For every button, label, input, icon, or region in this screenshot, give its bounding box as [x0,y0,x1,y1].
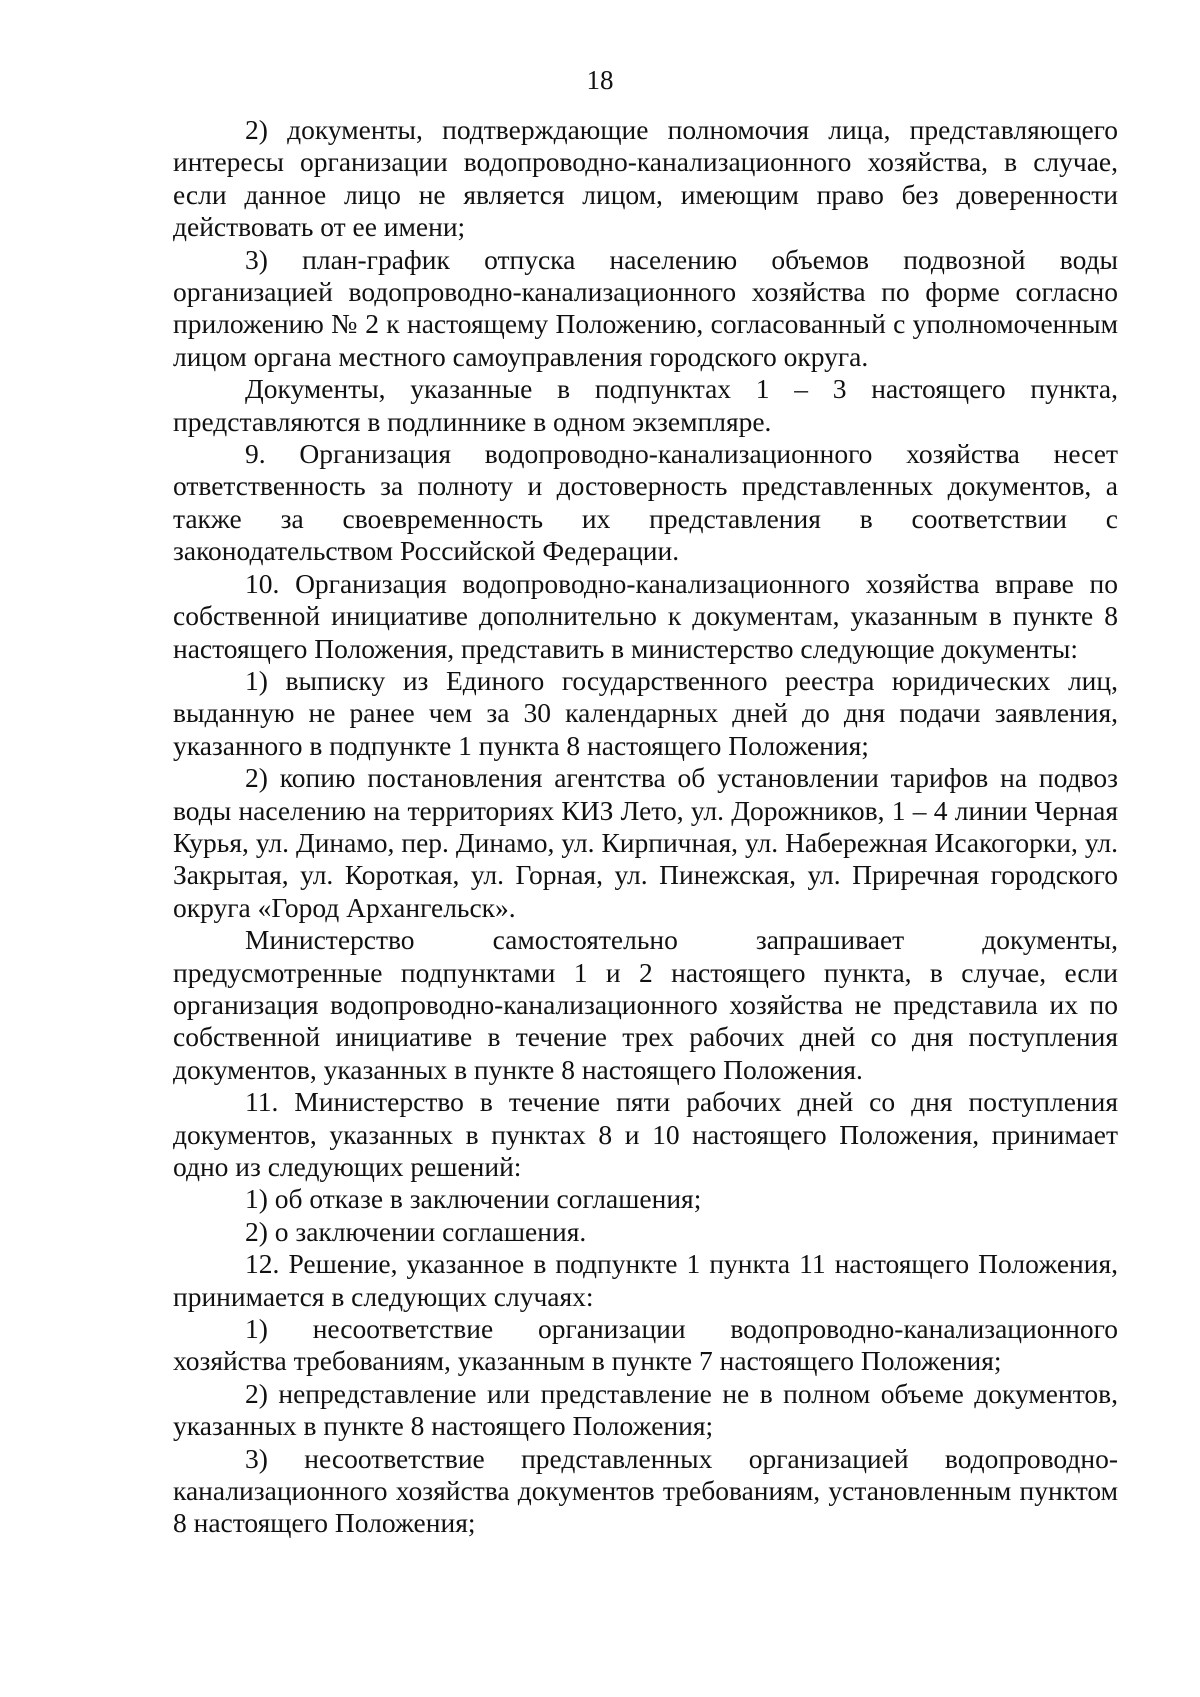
paragraph-item-11-subitem-2: 2) о заключении соглашения. [245,1215,587,1247]
paragraph-item-12-subitem-2: 2) непредставление или представление не в полном объеме документов, указанных в пункте 8 настоящего Положения; [173,1377,1118,1442]
paragraph-documents-original: Документы, указанные в подпунктах 1 – 3 настоящего пункта, представляются в подлиннике в одном экземпляре. [173,373,1118,437]
paragraph-item-10-subitem-2: 2) копию постановления агентства об установлении тарифов на подвоз воды населению на территориях КИЗ Лето, ул. Дорожников, 1 – 4 линии Черная Курья, ул. Динамо, пер. Динамо, ул. Кирпичная, ул. Набережная Исакогорки, ул. Закрытая, ул. Короткая, ул. Горная, ул. Пинежская, ул. Приречная городского округа «Город Архангельск». [173,762,1118,923]
paragraph-item-10-subitem-1: 1) выписку из Единого государственного реестра юридических лиц, выданную не ранее чем за 30 календарных дней до дня подачи заявления, указанного в подпункте 1 пункта 8 настоящего Положения; [173,664,1118,761]
paragraph-item-11: 11. Министерство в течение пяти рабочих дней со дня поступления документов, указанных в пунктах 8 и 10 настоящего Положения, принимает одно из следующих решений: [173,1086,1118,1182]
paragraph-item-11-subitem-1: 1) об отказе в заключении соглашения; [245,1183,702,1215]
paragraph-item-10: 10. Организация водопроводно-канализационного хозяйства вправе по собственной инициативе дополнительно к документам, указанным в пункте 8 настоящего Положения, представить в министерство следующие документы: [173,567,1118,664]
page-number: 18 [586,65,614,95]
paragraph-item-12: 12. Решение, указанное в подпункте 1 пункта 11 настоящего Положения, принимается в следующих случаях: [173,1248,1118,1312]
paragraph-item-12-subitem-1: 1) несоответствие организации водопроводно-канализационного хозяйства требованиям, указанным в пункте 7 настоящего Положения; [173,1313,1118,1377]
document-body [173,114,1118,1540]
paragraph-ministry-request: Министерство самостоятельно запрашивает документы, предусмотренные подпунктами 1 и 2 настоящего пункта, в случае, если организация водопроводно-канализационного хозяйства не представила их по собственной инициативе в течение трех рабочих дней со дня поступления документов, указанных в пункте 8 настоящего Положения. [173,924,1118,1085]
paragraph-item-9: 9. Организация водопроводно-канализационного хозяйства несет ответственность за полноту и достоверность представленных документов, а также за своевременность их представления в соответствии с законодательством Российской Федерации. [173,438,1118,567]
paragraph-subitem-2-documents: 2) документы, подтверждающие полномочия лица, представляющего интересы организации водопроводно-канализационного хозяйства, в случае, если данное лицо не является лицом, имеющим право без доверенности действовать от ее имени; [173,114,1118,243]
paragraph-subitem-3-schedule: 3) план-график отпуска населению объемов подвозной воды организацией водопроводно-канализационного хозяйства по форме согласно приложению № 2 к настоящему Положению, согласованный с уполномоченным лицом органа местного самоуправления городского округа. [173,243,1118,372]
paragraph-item-12-subitem-3: 3) несоответствие представленных организацией водопроводно-канализационного хозяйства документов требованиям, установленным пунктом 8 настоящего Положения; [173,1442,1118,1539]
